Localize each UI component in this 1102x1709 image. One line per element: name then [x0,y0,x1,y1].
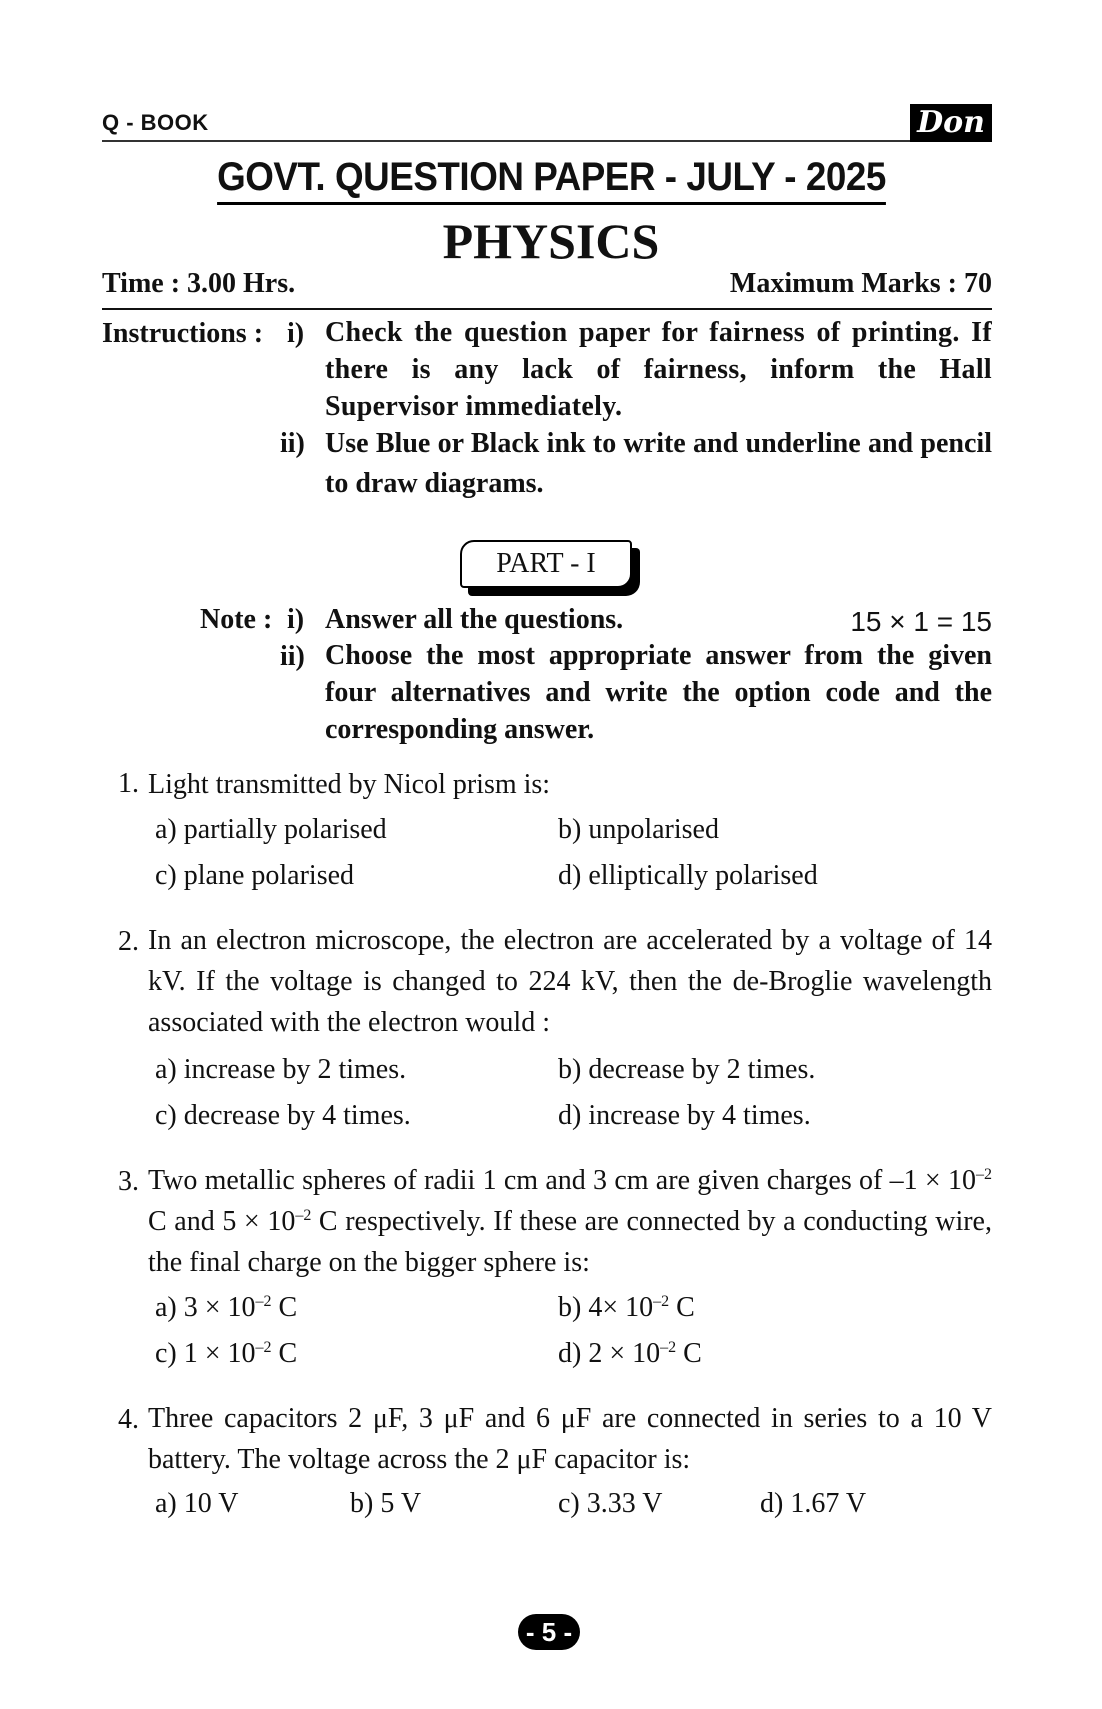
instruction-number: ii) [280,428,305,459]
marks-formula: 15 × 1 = 15 [850,606,992,637]
divider [102,308,992,310]
question-text: Three capacitors 2 μF, 3 μF and 6 μF are connected in series to a 10 V battery. The voltage across the 2 μF capacitor is: [148,1403,992,1475]
option-b: b) unpolarised [558,814,719,845]
question-text: Two metallic spheres of radii 1 cm and 3 cm are given charges of $-1 \times 10^{-2}$ C and $5 \times 10^{-2}$ C respectively. If these are connected by a conducting wire, the final charge on the bigger sphere is: [148,1165,992,1278]
instruction-text: Check the question paper for fairness of printing. If there is any lack of fairness, inform the Hall Supervisor immediately. [325,317,992,422]
option-b: b) decrease by 2 times. [558,1054,816,1085]
question-number: 3. [118,1166,139,1197]
option-c: c) decrease by 4 times. [155,1100,411,1131]
instructions-label: Instructions : [102,318,264,349]
book-label: Q - BOOK [102,110,209,135]
question-text: Light transmitted by Nicol prism is: [148,769,551,800]
note-text: Answer all the questions. [325,604,624,635]
maximum-marks: Maximum Marks : 70 [729,268,992,299]
note-number: i) [287,604,305,635]
option-a: a) 10 V [155,1488,239,1519]
publisher-logo: Don [910,104,992,142]
option-c: c) plane polarised [155,860,355,891]
option-a: a) increase by 2 times. [155,1054,407,1085]
option-a: a) $3 \times 10^{-2}$ C [155,1292,298,1323]
question-number: 4. [118,1404,139,1435]
time-duration: Time : 3.00 Hrs. [102,268,296,299]
option-d: d) elliptically polarised [558,860,818,891]
option-a: a) partially polarised [155,814,387,845]
option-b: b) 5 V [350,1488,422,1519]
note-text: Choose the most appropriate answer from the given four alternatives and write the option code and the corresponding answer. [325,640,992,745]
option-d: d) $2 \times 10^{-2}$ C [558,1338,702,1369]
question-number: 2. [118,926,139,957]
note-number: ii) [280,641,305,672]
instruction-number: i) [287,318,305,349]
question-number: 1. [118,768,139,799]
note-label: Note : [200,604,273,635]
paper-title: GOVT. QUESTION PAPER - JULY - 2025 [0,155,1102,205]
option-c: c) $1 \times 10^{-2}$ C [155,1338,298,1369]
subject-title: PHYSICS [442,213,660,269]
page-number: - 5 - [518,1614,580,1650]
option-c: c) 3.33 V [558,1488,663,1519]
question-text: In an electron microscope, the electron are accelerated by a voltage of 14 kV. If the voltage is changed to 224 kV, then the de-Broglie wavelength associated with the electron would : [148,925,992,1038]
instruction-text: Use Blue or Black ink to write and underline and pencil to draw diagrams. [325,428,992,499]
option-d: d) 1.67 V [760,1488,867,1519]
part-heading: PART - I [460,540,632,588]
option-d: d) increase by 4 times. [558,1100,811,1131]
header-rule [102,140,917,142]
option-b: b) $4\times 10^{-2}$ C [558,1292,695,1323]
